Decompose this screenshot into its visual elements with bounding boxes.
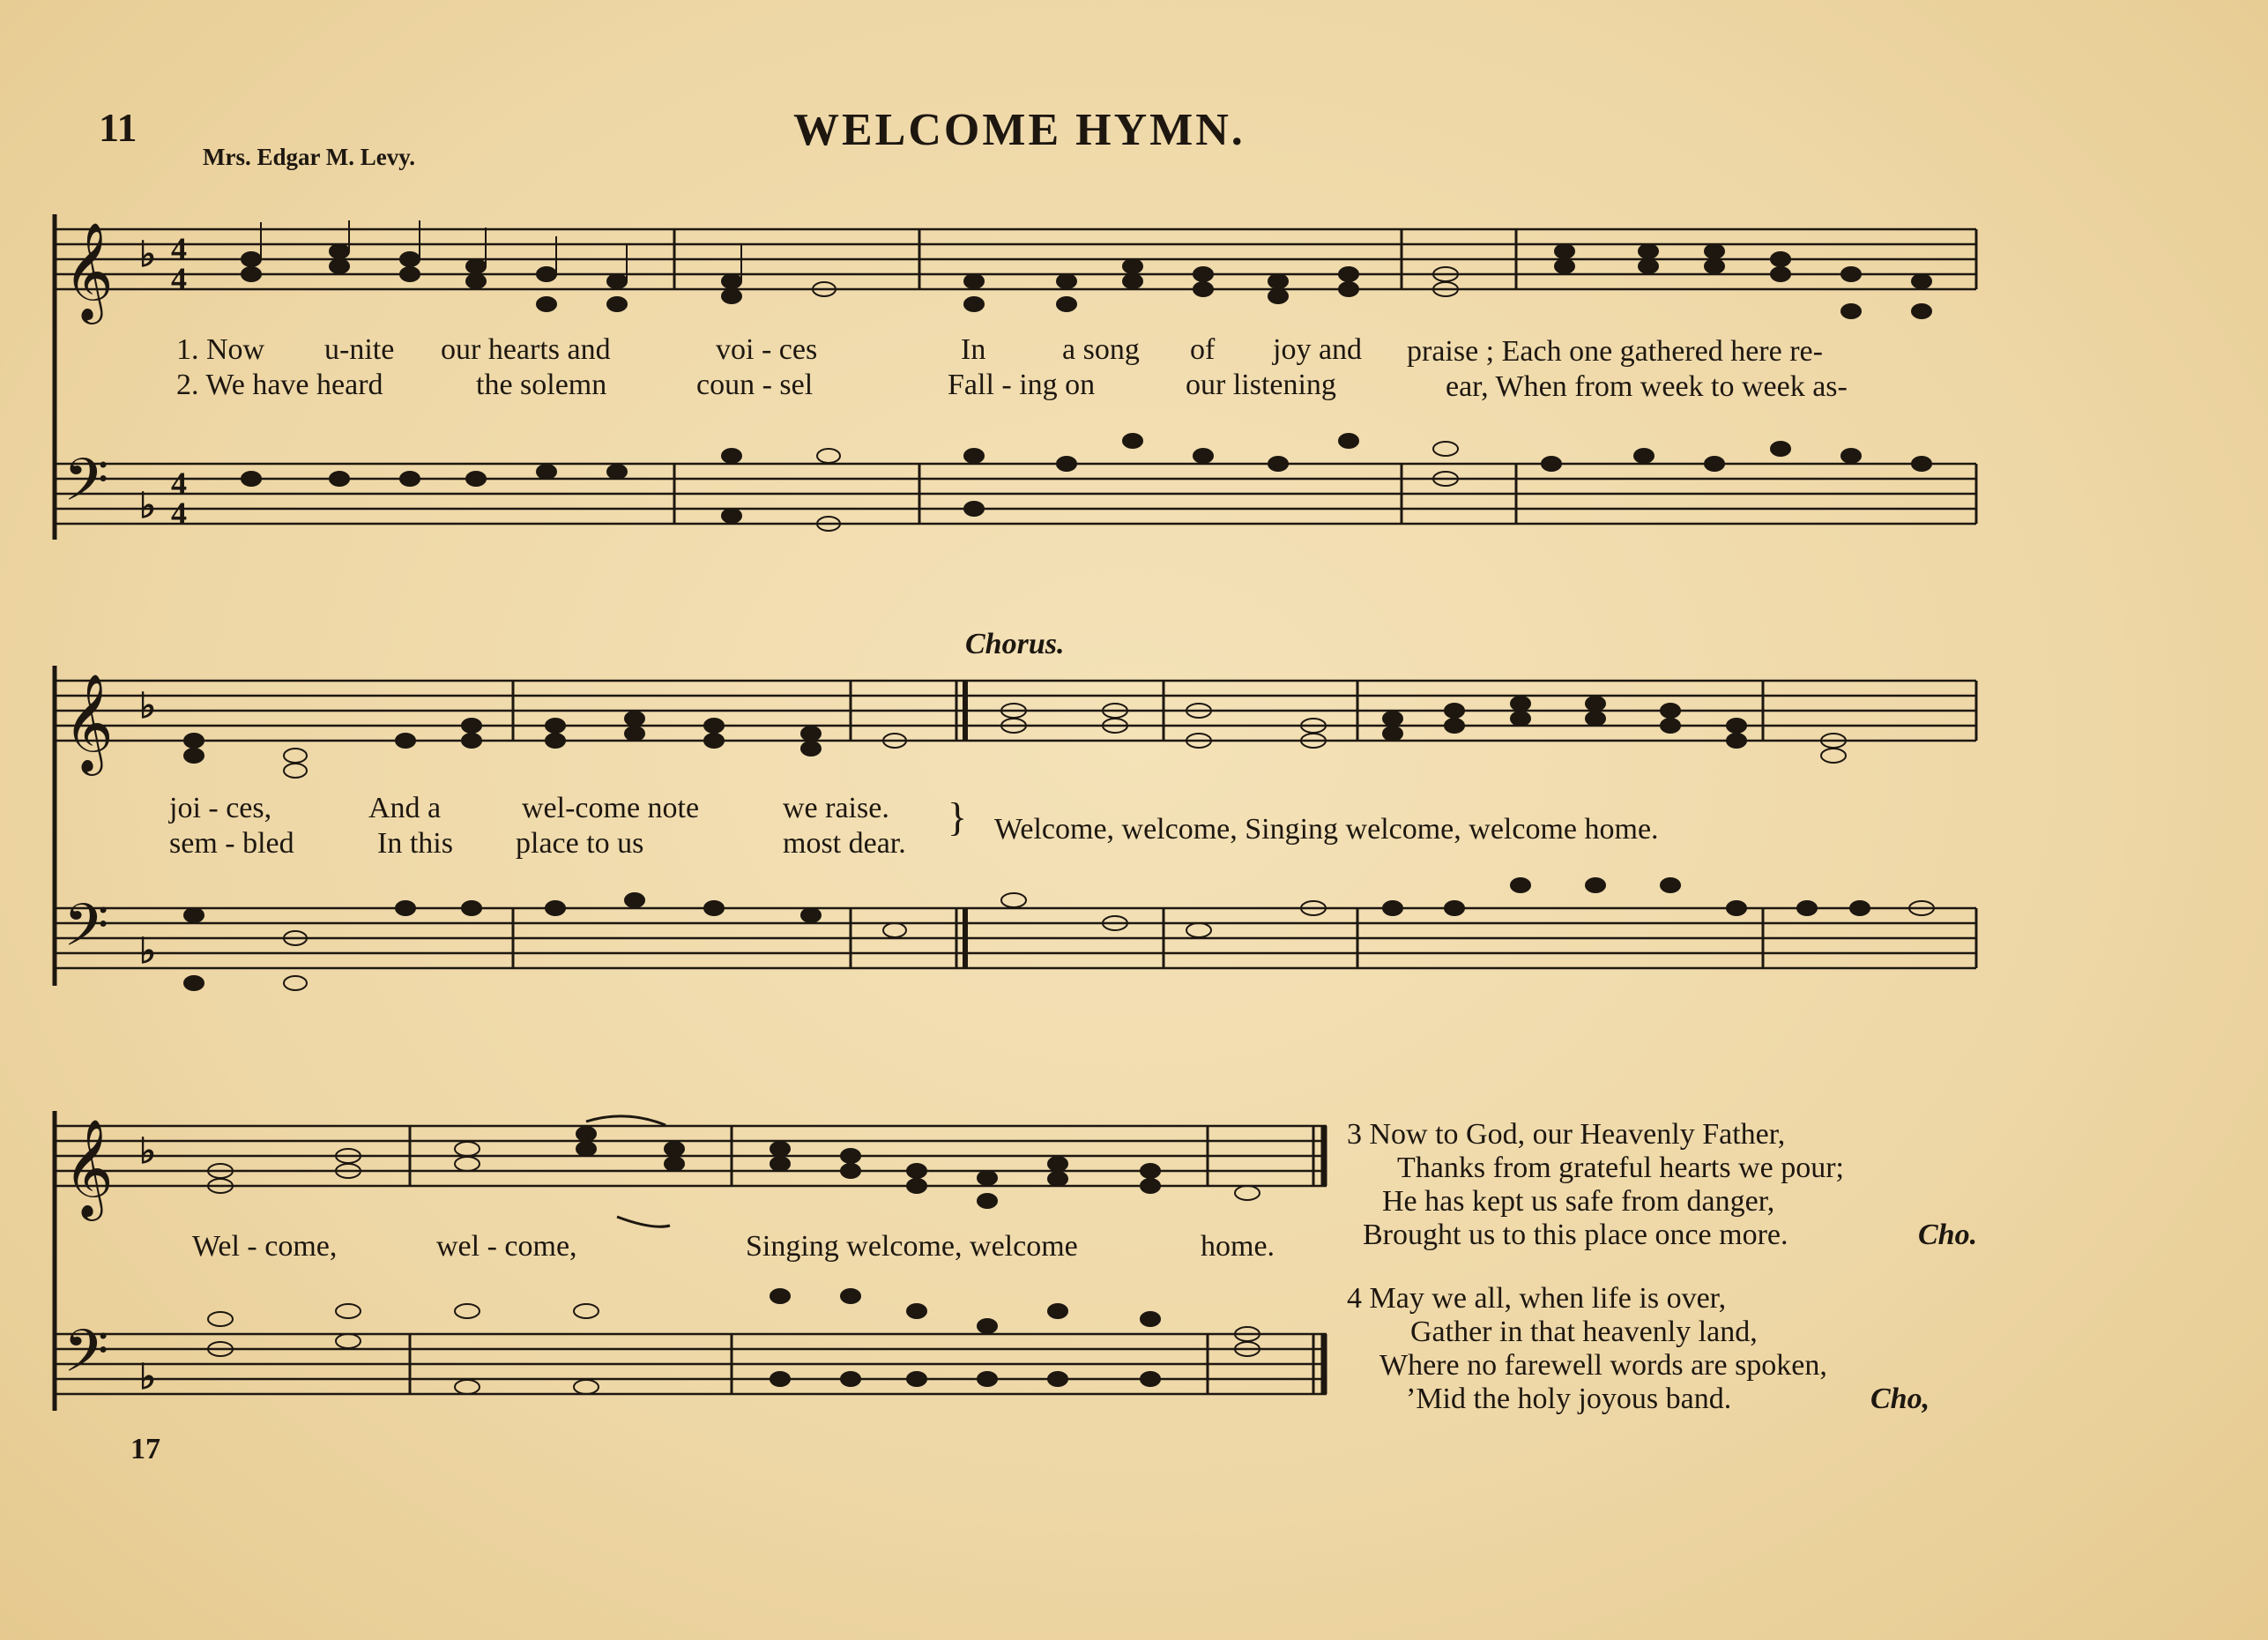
verse1-lyric: wel-come note	[522, 792, 700, 824]
verse1-lyric: 1. Now	[176, 333, 265, 366]
stanza3-line: Thanks from grateful hearts we pour;	[1397, 1152, 1844, 1184]
page-number: 11	[99, 105, 138, 150]
time-signature: 4	[171, 231, 187, 266]
stanza4-line: ’Mid the holy joyous band.	[1406, 1383, 1732, 1415]
footer-number: 17	[130, 1433, 160, 1465]
verse2-lyric: In this	[377, 827, 453, 860]
chorus-marker: Cho,	[1870, 1383, 1930, 1415]
stanza3-line: Brought us to this place once more.	[1363, 1219, 1788, 1251]
verse1-lyric: joi - ces,	[169, 792, 272, 824]
verse1-lyric: joy and	[1273, 333, 1363, 366]
system2-treble-notes	[184, 697, 1846, 778]
composer-credit: Mrs. Edgar M. Levy.	[203, 144, 415, 170]
bass-clef-icon: 𝄢	[63, 446, 109, 528]
stanza4-line: Gather in that heavenly land,	[1410, 1316, 1758, 1348]
verse1-lyric: a song	[1062, 333, 1140, 366]
verse1-lyric: our hearts and	[441, 333, 611, 366]
verse1-lyric: In	[961, 333, 986, 366]
chorus-lyric: Wel - come,	[192, 1230, 338, 1263]
chorus-lyric: wel - come,	[436, 1230, 577, 1263]
stanza3-line: 3 Now to God, our Heavenly Father,	[1347, 1118, 1786, 1151]
bass-clef-icon: 𝄢	[63, 891, 109, 973]
system3-treble-staff	[55, 1126, 1327, 1186]
treble-clef-icon: 𝄞	[63, 1118, 114, 1217]
system2-treble-staff	[55, 681, 1976, 741]
verse1-lyric: of	[1190, 333, 1216, 366]
chorus-marker: Cho.	[1918, 1219, 1978, 1251]
treble-clef-icon: 𝄞	[63, 221, 114, 320]
treble-clef-icon: 𝄞	[63, 673, 114, 772]
verse2-lyric: Fall - ing on	[948, 369, 1096, 401]
flat-icon: ♭	[139, 931, 156, 971]
verse2-lyric: most dear.	[783, 827, 906, 860]
flat-icon: ♭	[139, 1131, 156, 1171]
chorus-label: Chorus.	[965, 628, 1065, 660]
chorus-lyric: home.	[1201, 1230, 1275, 1263]
chorus-lyric: Singing welcome, welcome	[746, 1230, 1078, 1263]
chorus-lyric: Welcome, welcome, Singing welcome, welcome home.	[994, 813, 1659, 846]
verse2-lyric: place to us	[516, 827, 644, 860]
verse1-lyric: And a	[368, 792, 442, 824]
time-signature: 4	[171, 261, 187, 296]
system2-bass-notes	[184, 878, 1934, 990]
stanza4-line: 4 May we all, when life is over,	[1347, 1282, 1727, 1315]
flat-icon: ♭	[139, 1357, 156, 1397]
hymn-title: WELCOME HYMN.	[793, 105, 1246, 155]
verse1-lyric: we raise.	[783, 792, 889, 824]
time-signature: 4	[171, 466, 187, 501]
stanza3-line: He has kept us safe from danger,	[1382, 1185, 1775, 1218]
system3-bass-staff	[55, 1334, 1327, 1394]
system1-treble-notes	[242, 220, 1931, 318]
flat-icon: ♭	[139, 235, 156, 274]
system1-bass-notes	[242, 434, 1931, 531]
verse2-lyric: ear, When from week to week as-	[1446, 370, 1848, 403]
verse2-lyric: sem - bled	[169, 827, 294, 860]
flat-icon: ♭	[139, 486, 156, 526]
system2-bass-staff	[55, 908, 1976, 968]
verse2-lyric: the solemn	[476, 369, 607, 401]
bass-clef-icon: 𝄢	[63, 1317, 109, 1399]
verse2-lyric: our listening	[1186, 369, 1336, 401]
verse1-lyric: voi - ces	[716, 333, 818, 366]
verse1-lyric: u-nite	[324, 333, 395, 366]
verse1-lyric: praise ; Each one gathered here re-	[1407, 335, 1823, 368]
verse2-lyric: coun - sel	[696, 369, 814, 401]
stanza4-line: Where no farewell words are spoken,	[1379, 1349, 1827, 1382]
time-signature: 4	[171, 496, 187, 531]
flat-icon: ♭	[139, 686, 156, 726]
verse-brace: }	[948, 794, 968, 839]
verse2-lyric: 2. We have heard	[176, 369, 383, 401]
